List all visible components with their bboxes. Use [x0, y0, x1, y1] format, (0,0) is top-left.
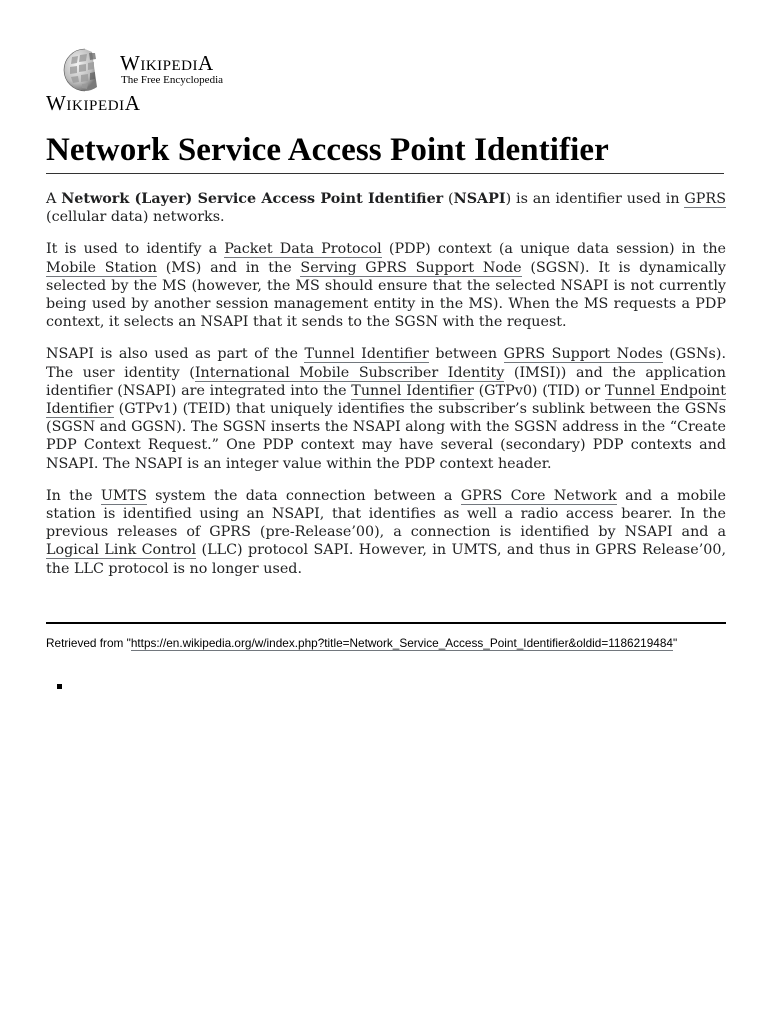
title-divider: [46, 173, 724, 174]
footer-divider: [46, 622, 726, 624]
link-tunnel-endpoint-identifier[interactable]: Tunnel Endpoint Identifier: [46, 382, 726, 418]
link-gprs-core-network[interactable]: GPRS Core Network: [460, 487, 617, 504]
retrieved-from: Retrieved from "https://en.wikipedia.org/w/index.php?title=Network_Service_Access_Point_Identifier&oldid=1186219484": [46, 636, 678, 650]
paragraph-2: It is used to identify a Packet Data Protocol (PDP) context (a unique data session) in the Mobile Station (MS) and in the Serving GPRS Support Node (SGSN). It is dynamically selected by the MS (however, the MS should ensure that the selected NSAPI is not currently being used by another session management entity in the MS). When the MS requests a PDP context, it selects an NSAPI that it sends to the SGSN with the request.: [46, 241, 727, 331]
wikipedia-wordmark[interactable]: WIKIPEDIA: [46, 91, 141, 115]
link-gprs[interactable]: GPRS: [684, 191, 726, 207]
bold-term: NSAPI: [453, 191, 506, 207]
bold-term: Network (Layer) Service Access Point Identifier: [61, 191, 444, 207]
logo-tagline: The Free Encyclopedia: [121, 74, 224, 86]
link-tunnel-identifier-2[interactable]: Tunnel Identifier: [351, 382, 474, 399]
retrieved-url-link[interactable]: https://en.wikipedia.org/w/index.php?title=Network_Service_Access_Point_Identifier&oldid=1186219484: [130, 636, 673, 650]
logo-title: WIKIPEDIA: [120, 51, 214, 75]
link-imsi[interactable]: International Mobile Subscriber Identity: [194, 364, 505, 381]
page-title: Network Service Access Point Identifier: [46, 132, 609, 168]
link-tunnel-identifier[interactable]: Tunnel Identifier: [304, 346, 429, 363]
list-bullet: [57, 684, 62, 689]
wikipedia-globe-icon: [62, 47, 108, 93]
link-gprs-support-nodes[interactable]: GPRS Support Nodes: [503, 346, 663, 363]
article-body: [46, 190, 726, 592]
link-logical-link-control[interactable]: Logical Link Control: [46, 542, 197, 559]
link-umts[interactable]: UMTS: [100, 487, 147, 504]
link-mobile-station[interactable]: Mobile Station: [46, 259, 157, 276]
paragraph-1: A Network (Layer) Service Access Point Identifier (NSAPI) is an identifier used in GPRS (cellular data) networks.: [46, 191, 726, 226]
wikipedia-logo[interactable]: [46, 45, 346, 95]
link-serving-gprs-support-node[interactable]: Serving GPRS Support Node: [300, 259, 522, 276]
paragraph-4: In the UMTS system the data connection between a GPRS Core Network and a mobile station is identified using an NSAPI, that identifies as well a radio access bearer. In the previous releases of GPRS (pre-Release’00), a connection is identified by NSAPI and a Logical Link Control (LLC) protocol SAPI. However, in UMTS, and thus in GPRS Release’00, the LLC protocol is no longer used.: [46, 487, 727, 577]
link-packet-data-protocol[interactable]: Packet Data Protocol: [224, 241, 382, 258]
paragraph-3: NSAPI is also used as part of the Tunnel Identifier between GPRS Support Nodes (GSNs). The user identity (International Mobile Subscriber Identity (IMSI)) and the application identifier (NSAPI) are integrated into the Tunnel Identifier (GTPv0) (TID) or Tunnel Endpoint Identifier (GTPv1) (TEID) that uniquely identifies the subscriber’s sublink between the GSNs (SGSN and GGSN). The SGSN inserts the NSAPI along with the SGSN address in the “Create PDP Context Request.” One PDP context may have several (secondary) PDP contexts and NSAPI. The NSAPI is an integer value within the PDP context header.: [46, 346, 727, 472]
